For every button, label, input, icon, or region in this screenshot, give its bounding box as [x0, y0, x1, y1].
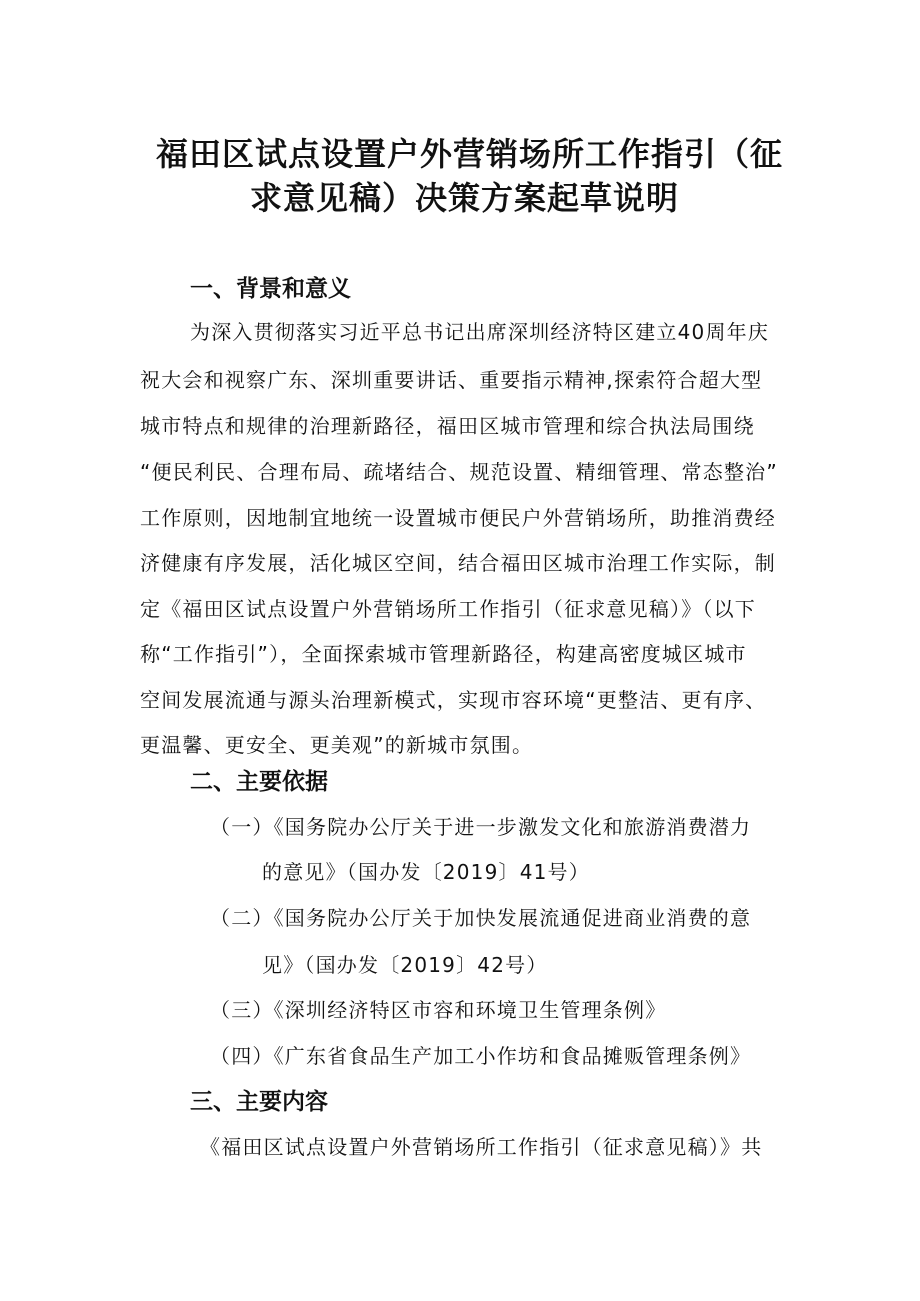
paragraph-line: 济健康有序发展，活化城区空间，结合福田区城市治理工作实际，制: [140, 551, 776, 575]
document-title-line-2: 求意见稿）决策方案起草说明: [250, 179, 680, 217]
paragraph-line: 工作原则，因地制宜地统一设置城市便民户外营销场所，助推消费经: [140, 506, 776, 530]
paragraph-line: 更温馨、更安全、更美观”的新城市氛围。: [140, 733, 534, 757]
basis-item-line: （二）《国务院办公厅关于加快发展流通促进商业消费的意: [210, 906, 752, 930]
basis-item-line: （四）《广东省食品生产加工小作坊和食品摊贩管理条例》: [210, 1044, 752, 1068]
basis-item-line: （一）《国务院办公厅关于进一步激发文化和旅游消费潜力: [210, 815, 752, 839]
paragraph-line: 称“工作指引”），全面探索城市管理新路径，构建高密度城区城市: [140, 642, 747, 666]
basis-item-line: 见》（国办发〔2019〕42号）: [262, 953, 548, 977]
document-title-line-1: 福田区试点设置户外营销场所工作指引（征: [156, 135, 784, 173]
paragraph-line: 为深入贯彻落实习近平总书记出席深圳经济特区建立40周年庆: [190, 320, 770, 344]
basis-item-line: （三）《深圳经济特区市容和环境卫生管理条例》: [210, 998, 667, 1022]
section-heading-content: 三、主要内容: [190, 1089, 328, 1115]
basis-item-line: 的意见》（国办发〔2019〕41号）: [262, 860, 590, 884]
section-heading-background: 一、背景和意义: [190, 276, 351, 302]
section-heading-basis: 二、主要依据: [190, 769, 328, 795]
paragraph-line: 祝大会和视察广东、深圳重要讲话、重要指示精神,探索符合超大型: [140, 368, 763, 392]
paragraph-line: 城市特点和规律的治理新路径，福田区城市管理和综合执法局围绕: [140, 414, 755, 438]
paragraph-line: 定《福田区试点设置户外营销场所工作指引（征求意见稿）》（以下: [140, 597, 756, 621]
paragraph-line: 空间发展流通与源头治理新模式，实现市容环境“更整洁、更有序、: [140, 688, 767, 712]
paragraph-line: 《福田区试点设置户外营销场所工作指引（征求意见稿）》共: [200, 1135, 763, 1159]
paragraph-line: “便民利民、合理布局、疏堵结合、规范设置、精细管理、常态整治”: [140, 460, 778, 484]
